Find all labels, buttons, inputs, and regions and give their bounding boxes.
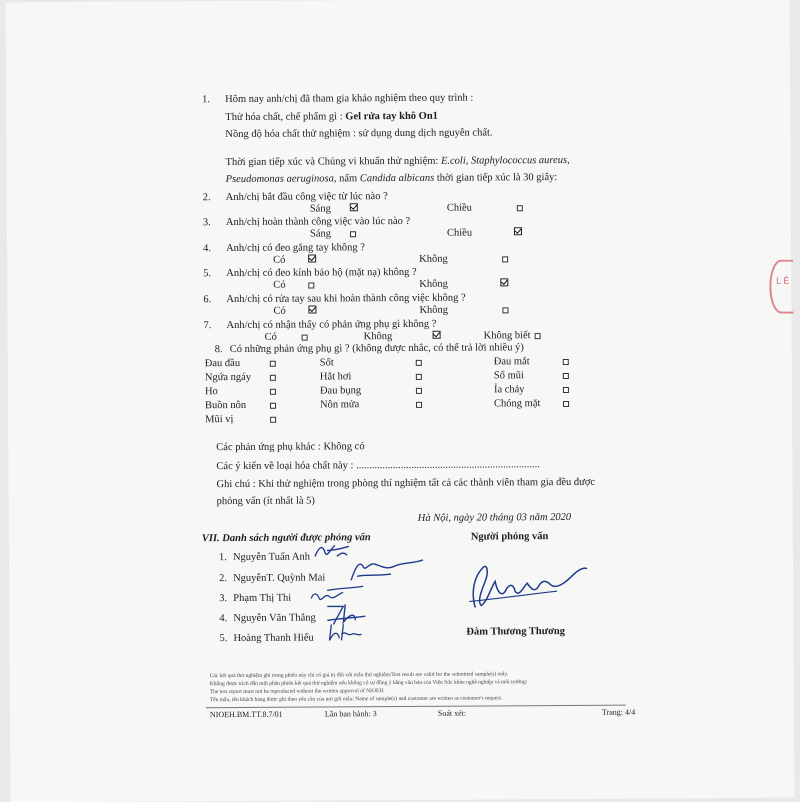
q2-number: 2. (202, 192, 211, 204)
time-prefix: Thời gian tiếp xúc và Chủng vi khuẩn thử nghiệm: (225, 155, 441, 169)
symptom-sneeze-label: Hắt hơi (319, 371, 352, 383)
q3-option-morning-checkbox[interactable] (350, 231, 356, 237)
symptom-itching-label: Ngứa ngáy (204, 371, 252, 384)
q1-product (225, 110, 438, 124)
interviewee-1-name: Nguyễn Tuấn Anh (232, 551, 311, 564)
q5-option-no-checkbox[interactable] (500, 278, 508, 286)
q7-option-dontknow-label: Không biết (483, 330, 531, 342)
q1-time-line2 (226, 171, 558, 186)
symptom-eyepain-label: Đau mắt (493, 356, 530, 368)
symptom-headache-label: Đau đầu (204, 357, 241, 370)
footer-page (602, 708, 635, 717)
q3-option-morning-label: Sáng (309, 228, 332, 240)
q8-number: 8. (214, 344, 223, 356)
section-title: VII. Danh sách người được phỏng vấn (201, 532, 371, 545)
interviewer-signature (461, 557, 591, 620)
q2-option-morning-checkbox[interactable] (350, 203, 358, 211)
q7-option-yes-checkbox[interactable] (302, 335, 308, 341)
other-reactions: Các phản ứng phụ khác : Không có (216, 441, 365, 454)
symptom-fever-checkbox[interactable] (416, 360, 422, 366)
q4-text: Anh/chị có đeo găng tay không ? (226, 242, 365, 255)
interviewee-5-name: Hoàng Thanh Hiếu (233, 632, 314, 645)
fungus-name: Candida albicans (359, 172, 435, 185)
q6-option-yes-checkbox[interactable] (308, 306, 316, 314)
fungus-prefix: , nấm (333, 173, 360, 185)
symptom-runnynose-label: Sổ mũi (493, 370, 524, 382)
q1-text: Hôm nay anh/chị đã tham gia khảo nghiệm theo quy trình : (225, 92, 474, 106)
interviewee-1-number: 1. (218, 552, 227, 564)
q1-number: 1. (202, 94, 211, 106)
symptom-smell-checkbox[interactable] (270, 417, 276, 423)
q2-option-morning-label: Sáng (309, 203, 331, 215)
symptom-smell-label: Mũi vị (205, 414, 234, 426)
symptom-diarrhea-checkbox[interactable] (563, 387, 569, 393)
symptom-stomachache-checkbox[interactable] (416, 388, 422, 394)
note-line2: phỏng vấn (ít nhất là 5) (216, 495, 315, 508)
symptom-vomiting-checkbox[interactable] (416, 402, 422, 408)
symptom-eyepain-checkbox[interactable] (563, 359, 569, 365)
interviewee-3-number: 3. (219, 593, 228, 605)
q7-option-dontknow-checkbox[interactable] (535, 333, 541, 339)
q1-time-line1 (226, 154, 570, 169)
q5-text: Anh/chị có đeo kính bảo hộ (mặt nạ) không ? (226, 266, 417, 280)
q4-option-no-checkbox[interactable] (502, 256, 508, 262)
interviewee-2-name: NguyễnT. Quỳnh Mai (233, 572, 326, 585)
product-name: Gel rửa tay khô On1 (345, 110, 438, 123)
q6-option-yes-label: Có (273, 305, 286, 317)
symptom-vomiting-label: Nôn mửa (319, 399, 360, 411)
footnote-2: Không được trích dẫn một phần phiếu kết quả thử nghiệm nếu không có sự đồng ý bằng văn bản của Viện Sức khỏe nghề nghiệp và môi trường/ (209, 679, 528, 688)
symptom-fever-label: Sốt (319, 357, 334, 369)
footer-code: NIOEH.BM.TT.8.7/01 (209, 709, 283, 720)
footnote-1: Các kết quả thử nghiệm ghi trong phiếu này chỉ có giá trị đối với mẫu thử nghiệm/Test result are valid for the submitted sample(s) only. (209, 671, 509, 680)
signature-2 (347, 556, 427, 586)
q5-option-no-label: Không (419, 278, 448, 290)
interviewee-3-name: Phạm Thị Thi (233, 592, 292, 605)
stamp-edge (769, 260, 793, 314)
interviewee-4-number: 4. (219, 613, 228, 625)
footer-page-value: 4/4 (624, 707, 636, 717)
q3-text: Anh/chị hoàn thành công việc vào lúc nào ? (225, 215, 411, 229)
q7-option-no-checkbox[interactable] (433, 331, 441, 339)
q2-text: Anh/chị bắt đầu công việc từ lúc nào ? (225, 191, 388, 204)
symptom-stomachache-label: Đau bụng (319, 385, 362, 397)
interviewer-name: Đàm Thương Thương (466, 625, 565, 638)
q7-option-yes-label: Có (264, 331, 277, 343)
place-date: Hà Nội, ngày 20 tháng 03 năm 2020 (417, 511, 572, 524)
q4-option-yes-checkbox[interactable] (308, 255, 316, 263)
q4-option-yes-label: Có (273, 254, 286, 266)
survey-page (6, 0, 795, 802)
footer-divider (206, 705, 626, 709)
note-line1: Ghi chú : Khi thử nghiệm trong phòng thí nghiệm tất cả các thành viên tham gia đều được (216, 476, 596, 491)
interviewer-title: Người phỏng vấn (470, 531, 549, 543)
symptom-nausea-checkbox[interactable] (270, 403, 276, 409)
q3-option-afternoon-checkbox[interactable] (514, 227, 522, 235)
q6-text: Anh/chị có rửa tay sau khi hoàn thành công việc không ? (226, 292, 466, 306)
bacteria-pseudomonas: Pseudomonas aeruginosa (225, 173, 334, 186)
q7-number: 7. (203, 320, 212, 332)
q4-option-no-label: Không (419, 253, 448, 265)
time-suffix: thời gian tiếp xúc là 30 giây: (434, 172, 558, 184)
q7-option-no-label: Không (363, 331, 393, 343)
q3-number: 3. (202, 217, 211, 229)
symptom-runnynose-checkbox[interactable] (563, 373, 569, 379)
footnote-4: Tên mẫu, tên khách hàng được ghi theo yêu cầu của nơi gửi mẫu/ Name of sample(s) and customer are written as customer's request. (209, 695, 503, 704)
opinions: Các ý kiến về loại hóa chất này : ...................................................................... (216, 459, 540, 473)
footer-reviewed: Soát xét: (437, 708, 467, 718)
q5-number: 5. (203, 268, 212, 280)
symptom-cough-label: Ho (204, 386, 218, 398)
symptom-headache-checkbox[interactable] (270, 361, 276, 367)
q1-concentration: Nồng độ hóa chất thử nghiệm : sử dụng dung dịch nguyên chất. (225, 127, 493, 141)
q3-option-afternoon-label: Chiều (446, 227, 473, 239)
signature-5 (325, 620, 375, 644)
q5-option-yes-checkbox[interactable] (308, 283, 314, 289)
q6-option-no-label: Không (419, 304, 449, 316)
symptom-cough-checkbox[interactable] (270, 389, 276, 395)
q6-number: 6. (203, 294, 212, 306)
product-prefix: Thử hóa chất, chế phẩm gì : (225, 111, 346, 124)
q8-text: Có những phản ứng phụ gì ? (không được nhắc, có thể trả lời nhiều ý) (229, 342, 524, 356)
symptom-dizziness-checkbox[interactable] (563, 401, 569, 407)
footer-edition: Lần ban hành: 3 (324, 709, 377, 719)
stamp-text: L É (776, 275, 790, 286)
bacteria-list: E.coli, Staphylococcus aureus, (440, 154, 570, 167)
symptom-itching-checkbox[interactable] (270, 375, 276, 381)
symptom-diarrhea-label: Ỉa chảy (493, 384, 525, 396)
interviewee-5-number: 5. (219, 633, 228, 645)
symptom-sneeze-checkbox[interactable] (416, 374, 422, 380)
q5-option-yes-label: Có (273, 279, 286, 291)
symptom-nausea-label: Buồn nôn (204, 399, 247, 412)
q7-text: Anh/chị có nhận thấy có phản ứng phụ gì không ? (226, 318, 437, 332)
q6-option-no-checkbox[interactable] (502, 307, 508, 313)
symptom-dizziness-label: Chóng mặt (493, 398, 541, 410)
footnote-3: The test report must not be reproduced without the written approval of NIOEH. (209, 688, 385, 696)
q2-option-afternoon-label: Chiều (446, 202, 472, 214)
footer-page-label: Trang: (601, 707, 625, 717)
q4-number: 4. (203, 243, 211, 255)
q2-option-afternoon-checkbox[interactable] (517, 205, 523, 211)
interviewee-4-name: Nguyễn Văn Thắng (233, 612, 316, 625)
interviewee-2-number: 2. (219, 573, 227, 585)
